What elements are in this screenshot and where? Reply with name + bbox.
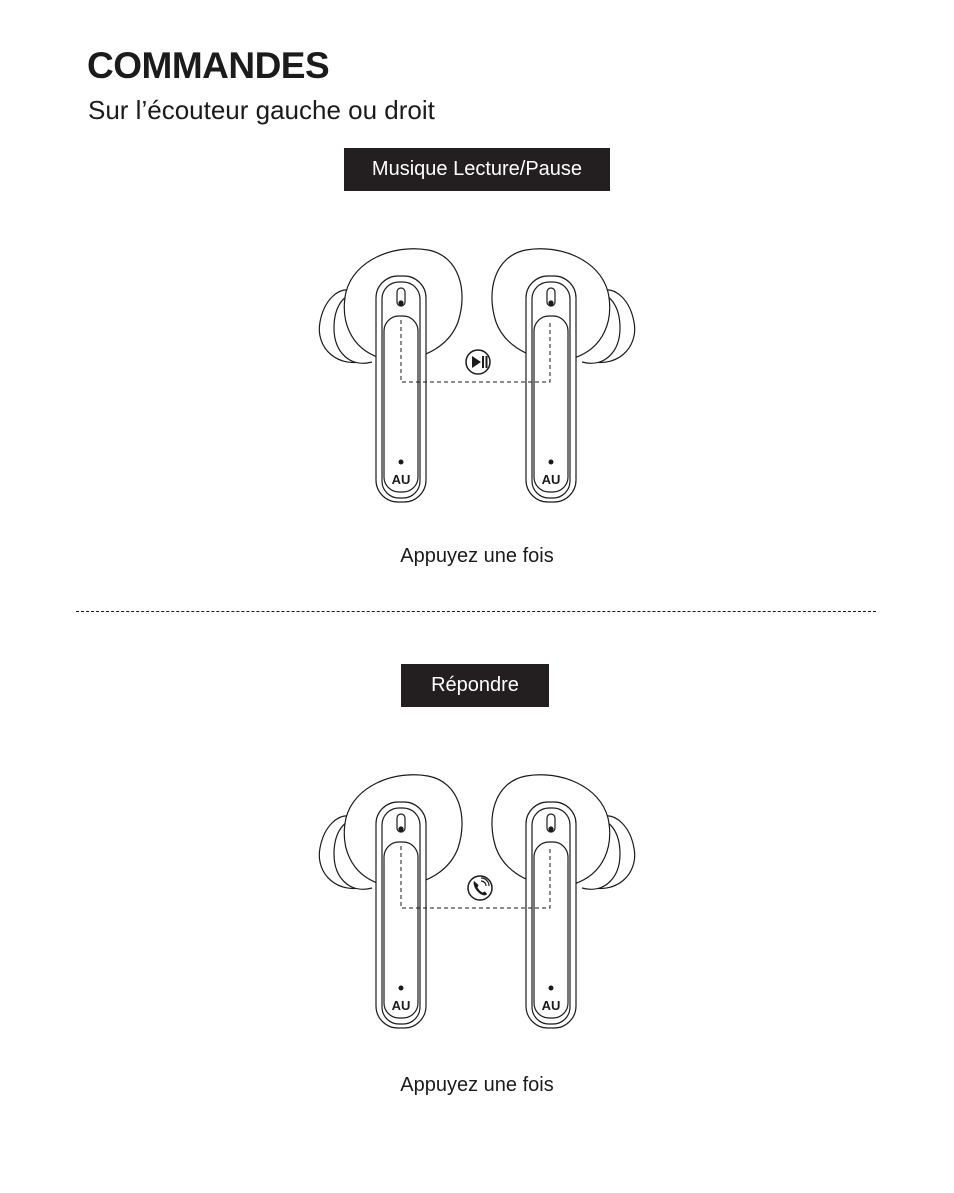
brand-logo-right: AU [541,472,561,487]
right-earbud [492,775,635,1028]
right-earbud [492,249,635,502]
caption-answer: Appuyez une fois [400,1074,554,1096]
earbuds-illustration-answer [310,766,644,1036]
brand-logo-left: AU [391,998,411,1013]
section-divider [76,611,876,612]
play-pause-icon [466,350,490,374]
left-earbud [319,775,462,1028]
brand-logo-left: AU [391,472,411,487]
page-subtitle: Sur l’écouteur gauche ou droit [88,95,435,125]
page-title: COMMANDES [87,45,330,86]
control-label-play-pause: Musique Lecture/Pause [344,148,610,191]
earbuds-illustration-play-pause [310,240,644,510]
caption-play-pause: Appuyez une fois [400,545,554,567]
left-earbud [319,249,462,502]
control-label-answer: Répondre [401,664,549,707]
phone-ringing-icon [468,876,492,900]
brand-logo-right: AU [541,998,561,1013]
